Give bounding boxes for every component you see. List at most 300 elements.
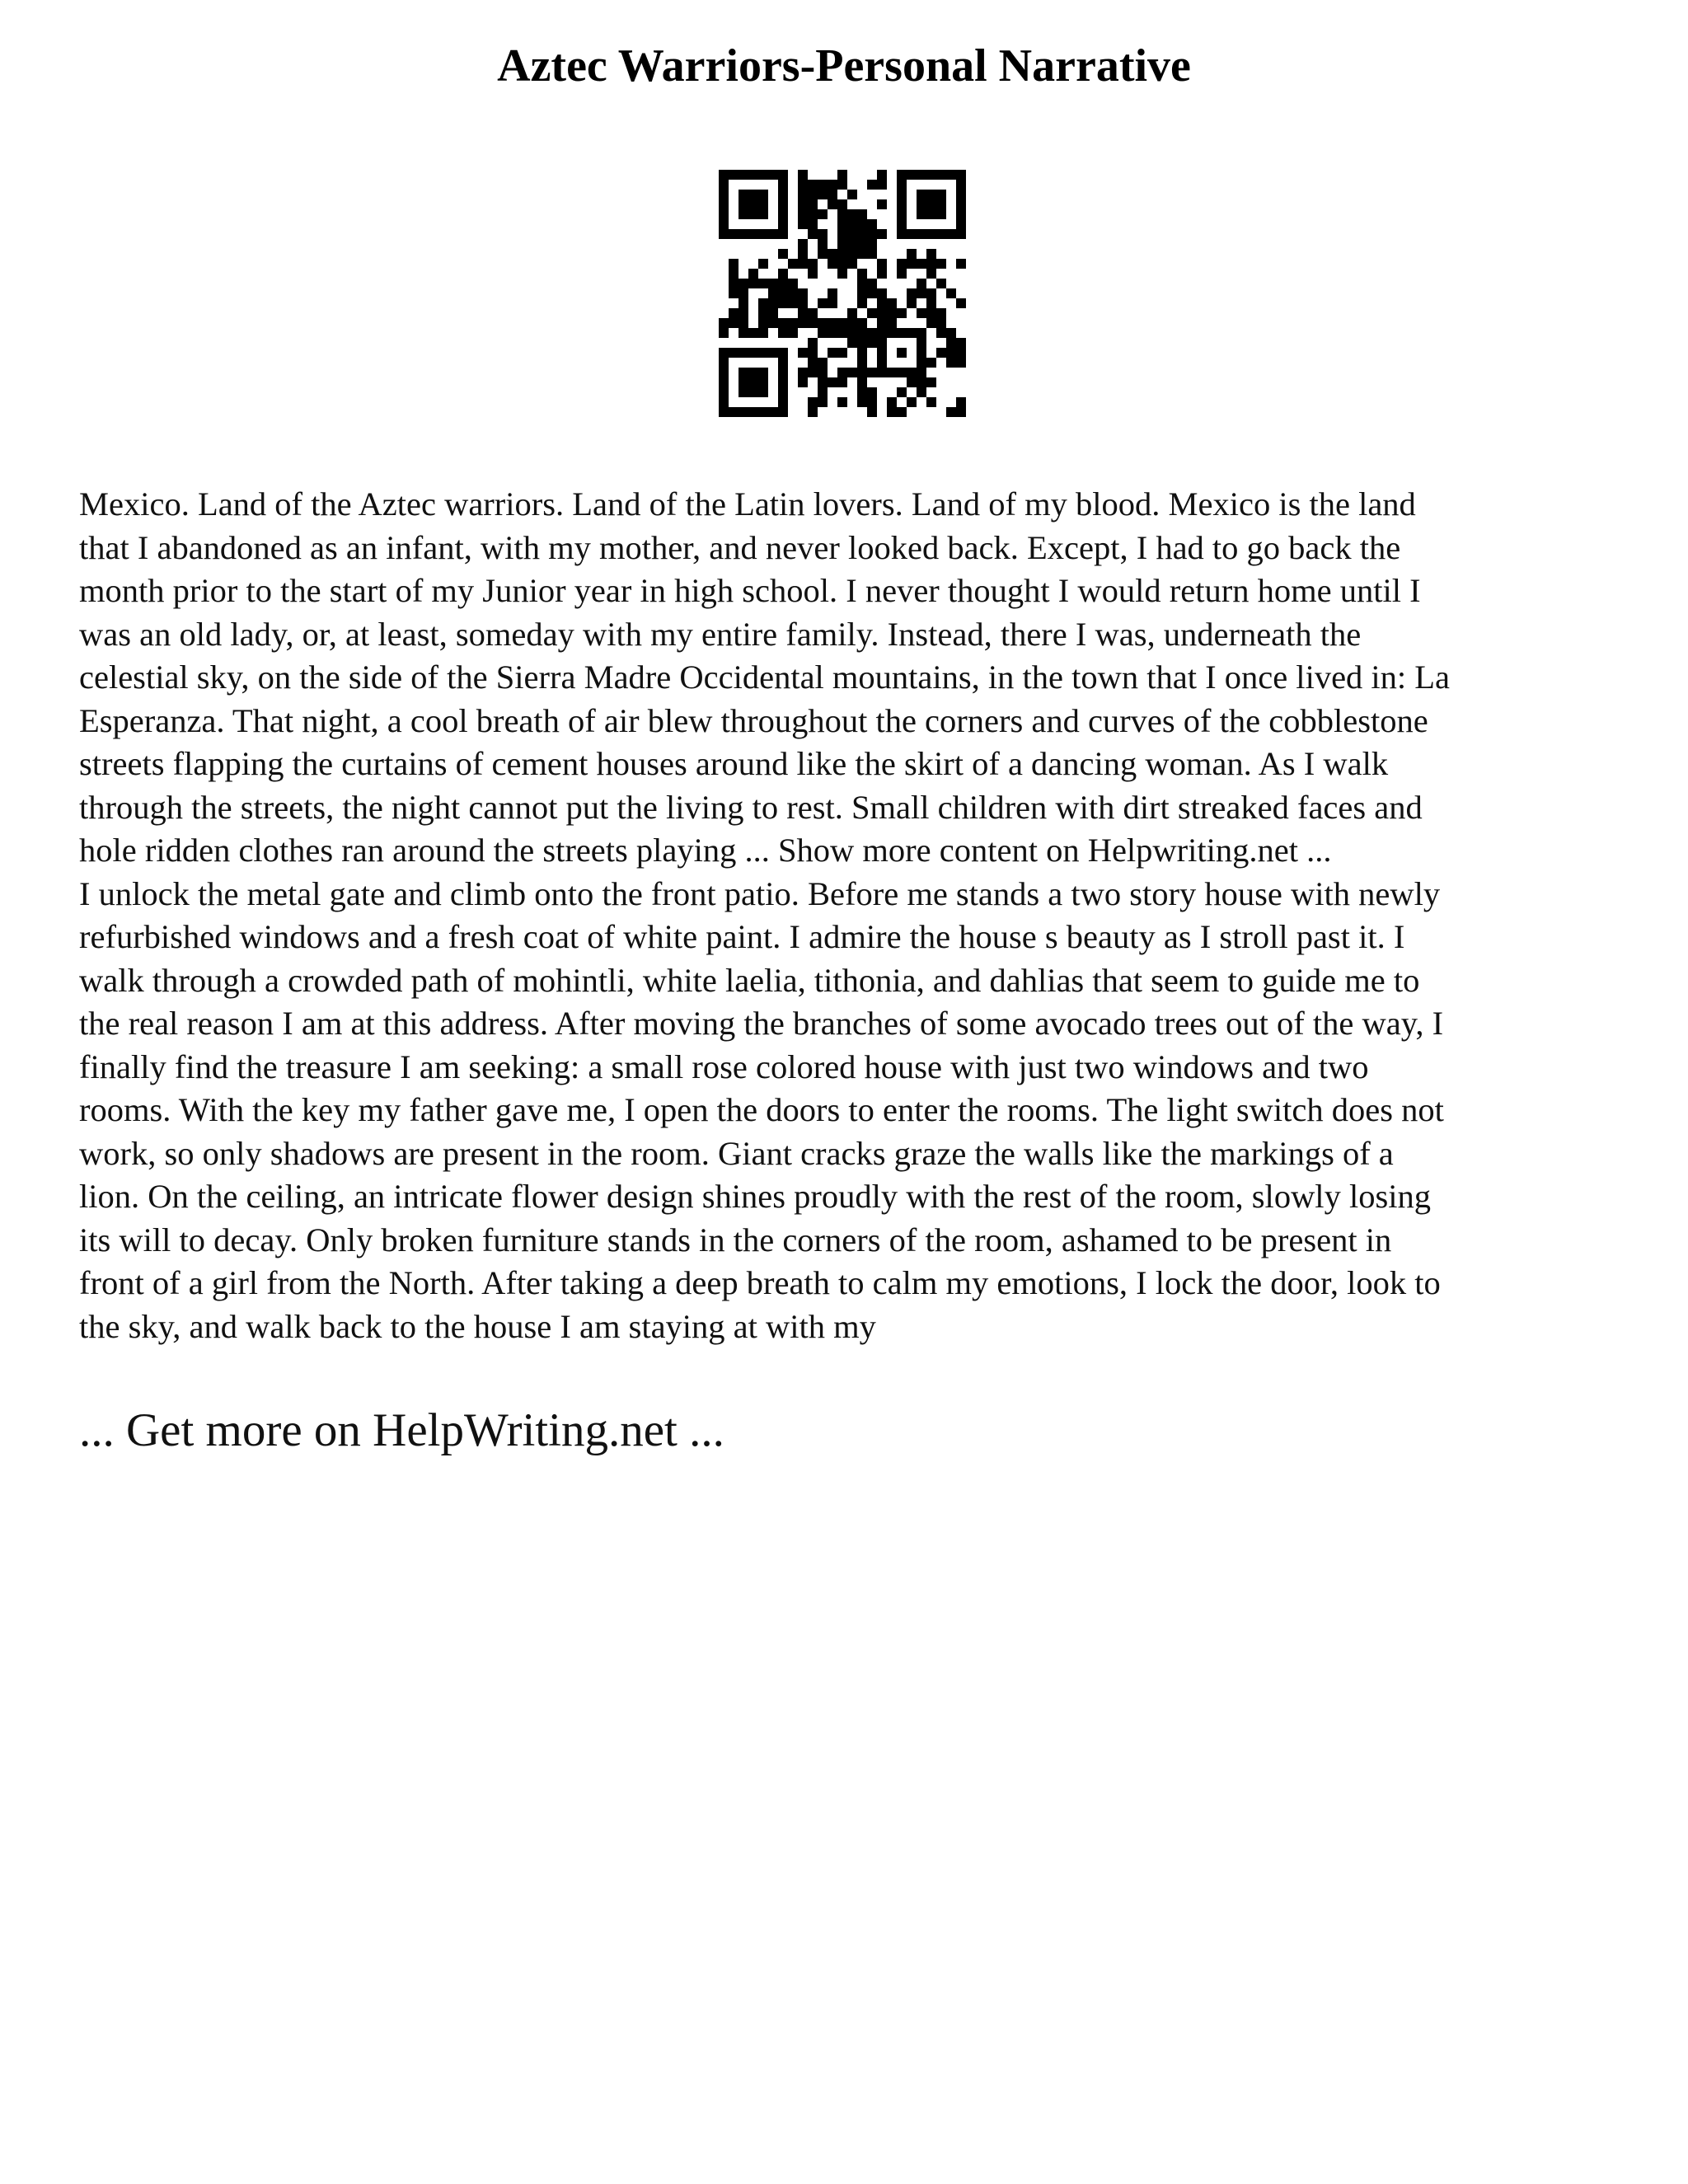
qr-module xyxy=(778,368,788,377)
qr-module xyxy=(907,298,917,308)
qr-module xyxy=(818,387,828,397)
qr-module xyxy=(877,259,887,269)
qr-module xyxy=(808,338,818,348)
qr-module xyxy=(798,377,808,387)
qr-module xyxy=(738,190,748,199)
qr-module xyxy=(926,259,936,269)
qr-module xyxy=(917,199,926,209)
qr-module xyxy=(867,368,877,377)
qr-module xyxy=(778,358,788,368)
qr-module xyxy=(828,328,837,338)
qr-module xyxy=(956,180,966,190)
qr-module xyxy=(719,170,729,180)
qr-module xyxy=(917,338,926,348)
qr-module xyxy=(917,288,926,298)
qr-module xyxy=(719,358,729,368)
qr-module xyxy=(857,358,867,368)
qr-module xyxy=(748,170,758,180)
qr-module xyxy=(877,308,887,318)
qr-module xyxy=(897,199,907,209)
qr-module xyxy=(936,170,946,180)
qr-module xyxy=(738,377,748,387)
qr-module xyxy=(907,259,917,269)
qr-module xyxy=(956,190,966,199)
qr-module xyxy=(748,269,758,279)
qr-module xyxy=(748,407,758,417)
qr-module xyxy=(946,288,956,298)
qr-module xyxy=(729,259,738,269)
qr-module xyxy=(847,239,857,249)
qr-module xyxy=(867,288,877,298)
qr-module xyxy=(798,249,808,259)
qr-module xyxy=(808,180,818,190)
qr-module xyxy=(778,279,788,288)
qr-module xyxy=(837,180,847,190)
qr-module xyxy=(877,229,887,239)
qr-module xyxy=(917,328,926,338)
qr-module xyxy=(778,229,788,239)
qr-module xyxy=(748,328,758,338)
qr-module xyxy=(926,229,936,239)
qr-module xyxy=(917,209,926,219)
narrative-body: Mexico. Land of the Aztec warriors. Land of the Latin lovers. Land of my blood. Mexico is the land that I abandoned as an infant, with my mother, and never looked back. Except, I had to go back the month prior to the start of my Junior year in high school. I never thought I would return home until I was an old lady, or, at least, someday with my entire family. Instead, there I was, underneath the celestial sky, on the side of the Sierra Madre Occidental mountains, in the town that I once lived in: La Esperanza. That night, a cool breath of air blew throughout the corners and curves of the cobblestone streets flapping the curtains of cement houses around like the skirt of a dancing woman. As I walk through the streets, the night cannot put the living to rest. Small children with dirt streaked faces and hole ridden clothes ran around the streets playing ... Show more content on Helpwriting.net ... I unlock the metal gate and climb onto the front patio. Before me stands a two story house with newly refurbished windows and a fresh coat of white paint. I admire the house s beauty as I stroll past it. I walk through a crowded path of mohintli, white laelia, tithonia, and dahlias that seem to guide me to the real reason I am at this address. After moving the branches of some avocado trees out of the way, I finally find the treasure I am seeking: a small rose colored house with just two windows and two rooms. With the key my father gave me, I open the doors to enter the rooms. The light switch does not work, so only shadows are present in the room. Giant cracks graze the walls like the markings of a lion. On the ceiling, an intricate flower design shines proudly with the rest of the room, slowly losing its will to decay. Only broken furniture stands in the corners of the room, ashamed to be present in front of a girl from the North. After taking a deep breath to calm my emotions, I lock the door, look to the sky, and walk back to the house I am staying at with my xyxy=(79,485,1451,1345)
qr-module xyxy=(808,190,818,199)
qr-module xyxy=(926,308,936,318)
qr-module xyxy=(946,338,956,348)
qr-module xyxy=(897,269,907,279)
qr-module xyxy=(788,298,798,308)
qr-module xyxy=(738,308,748,318)
qr-module xyxy=(719,348,729,358)
qr-module xyxy=(758,229,768,239)
qr-module xyxy=(837,199,847,209)
qr-module xyxy=(936,229,946,239)
qr-module xyxy=(857,397,867,407)
qr-module xyxy=(907,170,917,180)
qr-module xyxy=(936,318,946,328)
qr-module xyxy=(917,259,926,269)
qr-module xyxy=(748,348,758,358)
qr-module xyxy=(818,239,828,249)
qr-module xyxy=(857,279,867,288)
qr-module xyxy=(798,348,808,358)
qr-module xyxy=(798,298,808,308)
qr-module xyxy=(808,397,818,407)
qr-module xyxy=(738,199,748,209)
qr-module xyxy=(798,180,808,190)
document-title: Aztec Warriors-Personal Narrative xyxy=(497,40,1191,91)
qr-module xyxy=(758,348,768,358)
qr-module xyxy=(926,249,936,259)
qr-module xyxy=(837,239,847,249)
qr-module xyxy=(857,318,867,328)
qr-module xyxy=(956,358,966,368)
qr-module xyxy=(936,328,946,338)
qr-module xyxy=(778,397,788,407)
qr-module xyxy=(946,358,956,368)
qr-module xyxy=(788,328,798,338)
qr-module xyxy=(828,348,837,358)
qr-module xyxy=(828,199,837,209)
qr-module xyxy=(758,387,768,397)
qr-module xyxy=(808,199,818,209)
qr-module xyxy=(729,288,738,298)
qr-module xyxy=(917,368,926,377)
qr-module xyxy=(926,288,936,298)
qr-module xyxy=(847,209,857,219)
qr-module xyxy=(936,308,946,318)
qr-module xyxy=(748,209,758,219)
qr-module xyxy=(788,259,798,269)
qr-module xyxy=(946,348,956,358)
qr-module xyxy=(837,219,847,229)
qr-module xyxy=(828,298,837,308)
qr-module xyxy=(778,199,788,209)
qr-module xyxy=(897,308,907,318)
qr-module xyxy=(926,269,936,279)
qr-module xyxy=(847,308,857,318)
qr-module xyxy=(798,318,808,328)
qr-module xyxy=(758,368,768,377)
qr-module xyxy=(778,318,788,328)
qr-module xyxy=(729,308,738,318)
qr-module xyxy=(818,298,828,308)
qr-module xyxy=(808,219,818,229)
qr-module xyxy=(917,377,926,387)
qr-module xyxy=(926,397,936,407)
qr-module xyxy=(719,377,729,387)
qr-module xyxy=(778,209,788,219)
qr-module xyxy=(867,279,877,288)
qr-module xyxy=(738,318,748,328)
qr-module xyxy=(778,377,788,387)
qr-module xyxy=(758,298,768,308)
qr-module xyxy=(738,170,748,180)
qr-module xyxy=(729,269,738,279)
qr-module xyxy=(847,249,857,259)
qr-module xyxy=(758,308,768,318)
qr-module xyxy=(956,348,966,358)
qr-module xyxy=(887,308,897,318)
qr-module xyxy=(956,209,966,219)
qr-module xyxy=(837,368,847,377)
qr-module xyxy=(857,298,867,308)
qr-module xyxy=(818,397,828,407)
qr-module xyxy=(768,348,778,358)
qr-module xyxy=(867,308,877,318)
qr-module xyxy=(768,407,778,417)
qr-module xyxy=(897,407,907,417)
qr-module xyxy=(798,288,808,298)
qr-module xyxy=(729,170,738,180)
qr-module xyxy=(738,209,748,219)
qr-module xyxy=(917,170,926,180)
qr-module xyxy=(768,279,778,288)
qr-module xyxy=(857,269,867,279)
qr-module xyxy=(877,180,887,190)
qr-module xyxy=(778,170,788,180)
get-more-link[interactable]: ... Get more on HelpWriting.net ... xyxy=(79,1404,724,1456)
qr-module xyxy=(768,298,778,308)
qr-module xyxy=(738,328,748,338)
qr-module xyxy=(729,407,738,417)
qr-module xyxy=(956,298,966,308)
qr-module xyxy=(798,368,808,377)
qr-module xyxy=(917,308,926,318)
qr-module xyxy=(956,219,966,229)
qr-module xyxy=(887,397,897,407)
qr-module xyxy=(788,279,798,288)
qr-module xyxy=(748,387,758,397)
qr-module xyxy=(808,229,818,239)
qr-module xyxy=(907,328,917,338)
qr-module xyxy=(917,190,926,199)
qr-module xyxy=(719,190,729,199)
qr-module xyxy=(946,229,956,239)
qr-module xyxy=(867,239,877,249)
qr-module xyxy=(738,279,748,288)
qr-module xyxy=(778,348,788,358)
qr-module xyxy=(828,180,837,190)
qr-module xyxy=(877,298,887,308)
qr-module xyxy=(818,209,828,219)
qr-module xyxy=(748,377,758,387)
qr-module xyxy=(768,308,778,318)
qr-module xyxy=(778,328,788,338)
qr-module xyxy=(956,229,966,239)
qr-module xyxy=(818,358,828,368)
qr-module xyxy=(867,229,877,239)
qr-module xyxy=(748,368,758,377)
qr-module xyxy=(719,219,729,229)
qr-module xyxy=(778,269,788,279)
qr-module xyxy=(808,269,818,279)
qr-module xyxy=(778,298,788,308)
qr-module xyxy=(837,318,847,328)
qr-module xyxy=(818,249,828,259)
qr-module xyxy=(798,170,808,180)
qr-module xyxy=(837,377,847,387)
qr-module xyxy=(897,180,907,190)
qr-module xyxy=(808,308,818,318)
qr-module xyxy=(877,170,887,180)
qr-module xyxy=(798,209,808,219)
qr-module xyxy=(847,338,857,348)
qr-module xyxy=(778,407,788,417)
qr-module xyxy=(857,239,867,249)
qr-module xyxy=(936,199,946,209)
qr-module xyxy=(867,249,877,259)
qr-module xyxy=(917,348,926,358)
qr-module xyxy=(828,249,837,259)
qr-module xyxy=(828,318,837,328)
qr-module xyxy=(808,407,818,417)
qr-module xyxy=(758,209,768,219)
qr-module xyxy=(897,170,907,180)
qr-module xyxy=(897,259,907,269)
qr-module xyxy=(719,180,729,190)
qr-module xyxy=(748,190,758,199)
qr-module xyxy=(818,229,828,239)
qr-module xyxy=(867,387,877,397)
qr-module xyxy=(926,190,936,199)
qr-module xyxy=(798,199,808,209)
qr-module xyxy=(907,377,917,387)
qr-module xyxy=(729,229,738,239)
qr-module xyxy=(738,368,748,377)
qr-module xyxy=(877,348,887,358)
qr-module xyxy=(936,279,946,288)
qr-module xyxy=(877,269,887,279)
qr-module xyxy=(907,368,917,377)
qr-module xyxy=(857,377,867,387)
qr-module xyxy=(857,328,867,338)
qr-module xyxy=(778,219,788,229)
qr-module xyxy=(847,368,857,377)
qr-module xyxy=(946,170,956,180)
qr-module xyxy=(778,288,788,298)
qr-module xyxy=(828,259,837,269)
qr-module xyxy=(828,377,837,387)
qr-module xyxy=(758,407,768,417)
qr-module xyxy=(877,338,887,348)
qr-module xyxy=(897,368,907,377)
qr-module xyxy=(907,229,917,239)
qr-module xyxy=(719,199,729,209)
qr-module xyxy=(768,170,778,180)
qr-module xyxy=(847,219,857,229)
qr-module xyxy=(887,368,897,377)
qr-module xyxy=(837,209,847,219)
qr-module xyxy=(808,318,818,328)
qr-module xyxy=(936,259,946,269)
qr-module xyxy=(926,377,936,387)
qr-module xyxy=(798,259,808,269)
qr-module xyxy=(808,368,818,377)
qr-module xyxy=(729,318,738,328)
qr-module xyxy=(867,180,877,190)
qr-module xyxy=(818,377,828,387)
qr-module xyxy=(857,338,867,348)
qr-module xyxy=(768,229,778,239)
qr-module xyxy=(748,279,758,288)
qr-module xyxy=(956,259,966,269)
qr-module xyxy=(877,328,887,338)
qr-module xyxy=(926,298,936,308)
qr-code-graphic xyxy=(719,170,966,417)
qr-module xyxy=(748,199,758,209)
qr-module xyxy=(956,407,966,417)
qr-module xyxy=(907,397,917,407)
qr-module xyxy=(946,328,956,338)
qr-module xyxy=(887,318,897,328)
qr-module xyxy=(887,328,897,338)
qr-module xyxy=(768,288,778,298)
qr-module xyxy=(897,190,907,199)
qr-module xyxy=(808,358,818,368)
qr-module xyxy=(748,229,758,239)
qr-module xyxy=(788,318,798,328)
qr-module xyxy=(818,318,828,328)
qr-module xyxy=(738,387,748,397)
qr-module xyxy=(877,288,887,298)
qr-module xyxy=(738,229,748,239)
qr-module xyxy=(877,358,887,368)
qr-module xyxy=(936,190,946,199)
qr-module xyxy=(877,318,887,328)
qr-module xyxy=(788,288,798,298)
qr-module xyxy=(877,368,887,377)
qr-module xyxy=(956,199,966,209)
qr-module xyxy=(808,348,818,358)
qr-module xyxy=(758,318,768,328)
qr-module xyxy=(719,397,729,407)
qr-module xyxy=(837,348,847,358)
qr-module xyxy=(857,219,867,229)
qr-module xyxy=(956,170,966,180)
qr-module xyxy=(719,407,729,417)
qr-module xyxy=(887,407,897,417)
qr-module xyxy=(897,229,907,239)
qr-module xyxy=(917,387,926,397)
qr-module xyxy=(719,328,729,338)
qr-module xyxy=(738,407,748,417)
qr-module xyxy=(719,209,729,219)
qr-module xyxy=(897,387,907,397)
qr-module xyxy=(828,190,837,199)
qr-module xyxy=(847,318,857,328)
qr-module xyxy=(778,180,788,190)
qr-module xyxy=(946,407,956,417)
qr-module xyxy=(808,209,818,219)
qr-module xyxy=(847,259,857,269)
qr-module xyxy=(818,190,828,199)
qr-module xyxy=(729,348,738,358)
qr-module xyxy=(808,259,818,269)
qr-module xyxy=(837,397,847,407)
qr-module xyxy=(778,190,788,199)
qr-module xyxy=(719,229,729,239)
qr-module xyxy=(798,190,808,199)
qr-module xyxy=(867,397,877,407)
qr-module xyxy=(857,368,867,377)
qr-module xyxy=(719,318,729,328)
qr-module xyxy=(867,219,877,229)
qr-module xyxy=(857,387,867,397)
qr-module xyxy=(867,338,877,348)
qr-module xyxy=(768,318,778,328)
qr-module xyxy=(857,288,867,298)
qr-module xyxy=(729,279,738,288)
qr-module xyxy=(897,348,907,358)
qr-module xyxy=(857,249,867,259)
qr-module xyxy=(758,190,768,199)
qr-module xyxy=(956,338,966,348)
qr-module xyxy=(758,259,768,269)
qr-module xyxy=(837,249,847,259)
qr-module xyxy=(867,328,877,338)
qr-module xyxy=(798,239,808,249)
qr-module xyxy=(877,199,887,209)
qr-module xyxy=(837,269,847,279)
qr-module xyxy=(828,288,837,298)
qr-module xyxy=(926,170,936,180)
qr-module xyxy=(818,180,828,190)
qr-module xyxy=(818,328,828,338)
qr-module xyxy=(867,407,877,417)
qr-module xyxy=(887,298,897,308)
qr-module xyxy=(837,259,847,269)
